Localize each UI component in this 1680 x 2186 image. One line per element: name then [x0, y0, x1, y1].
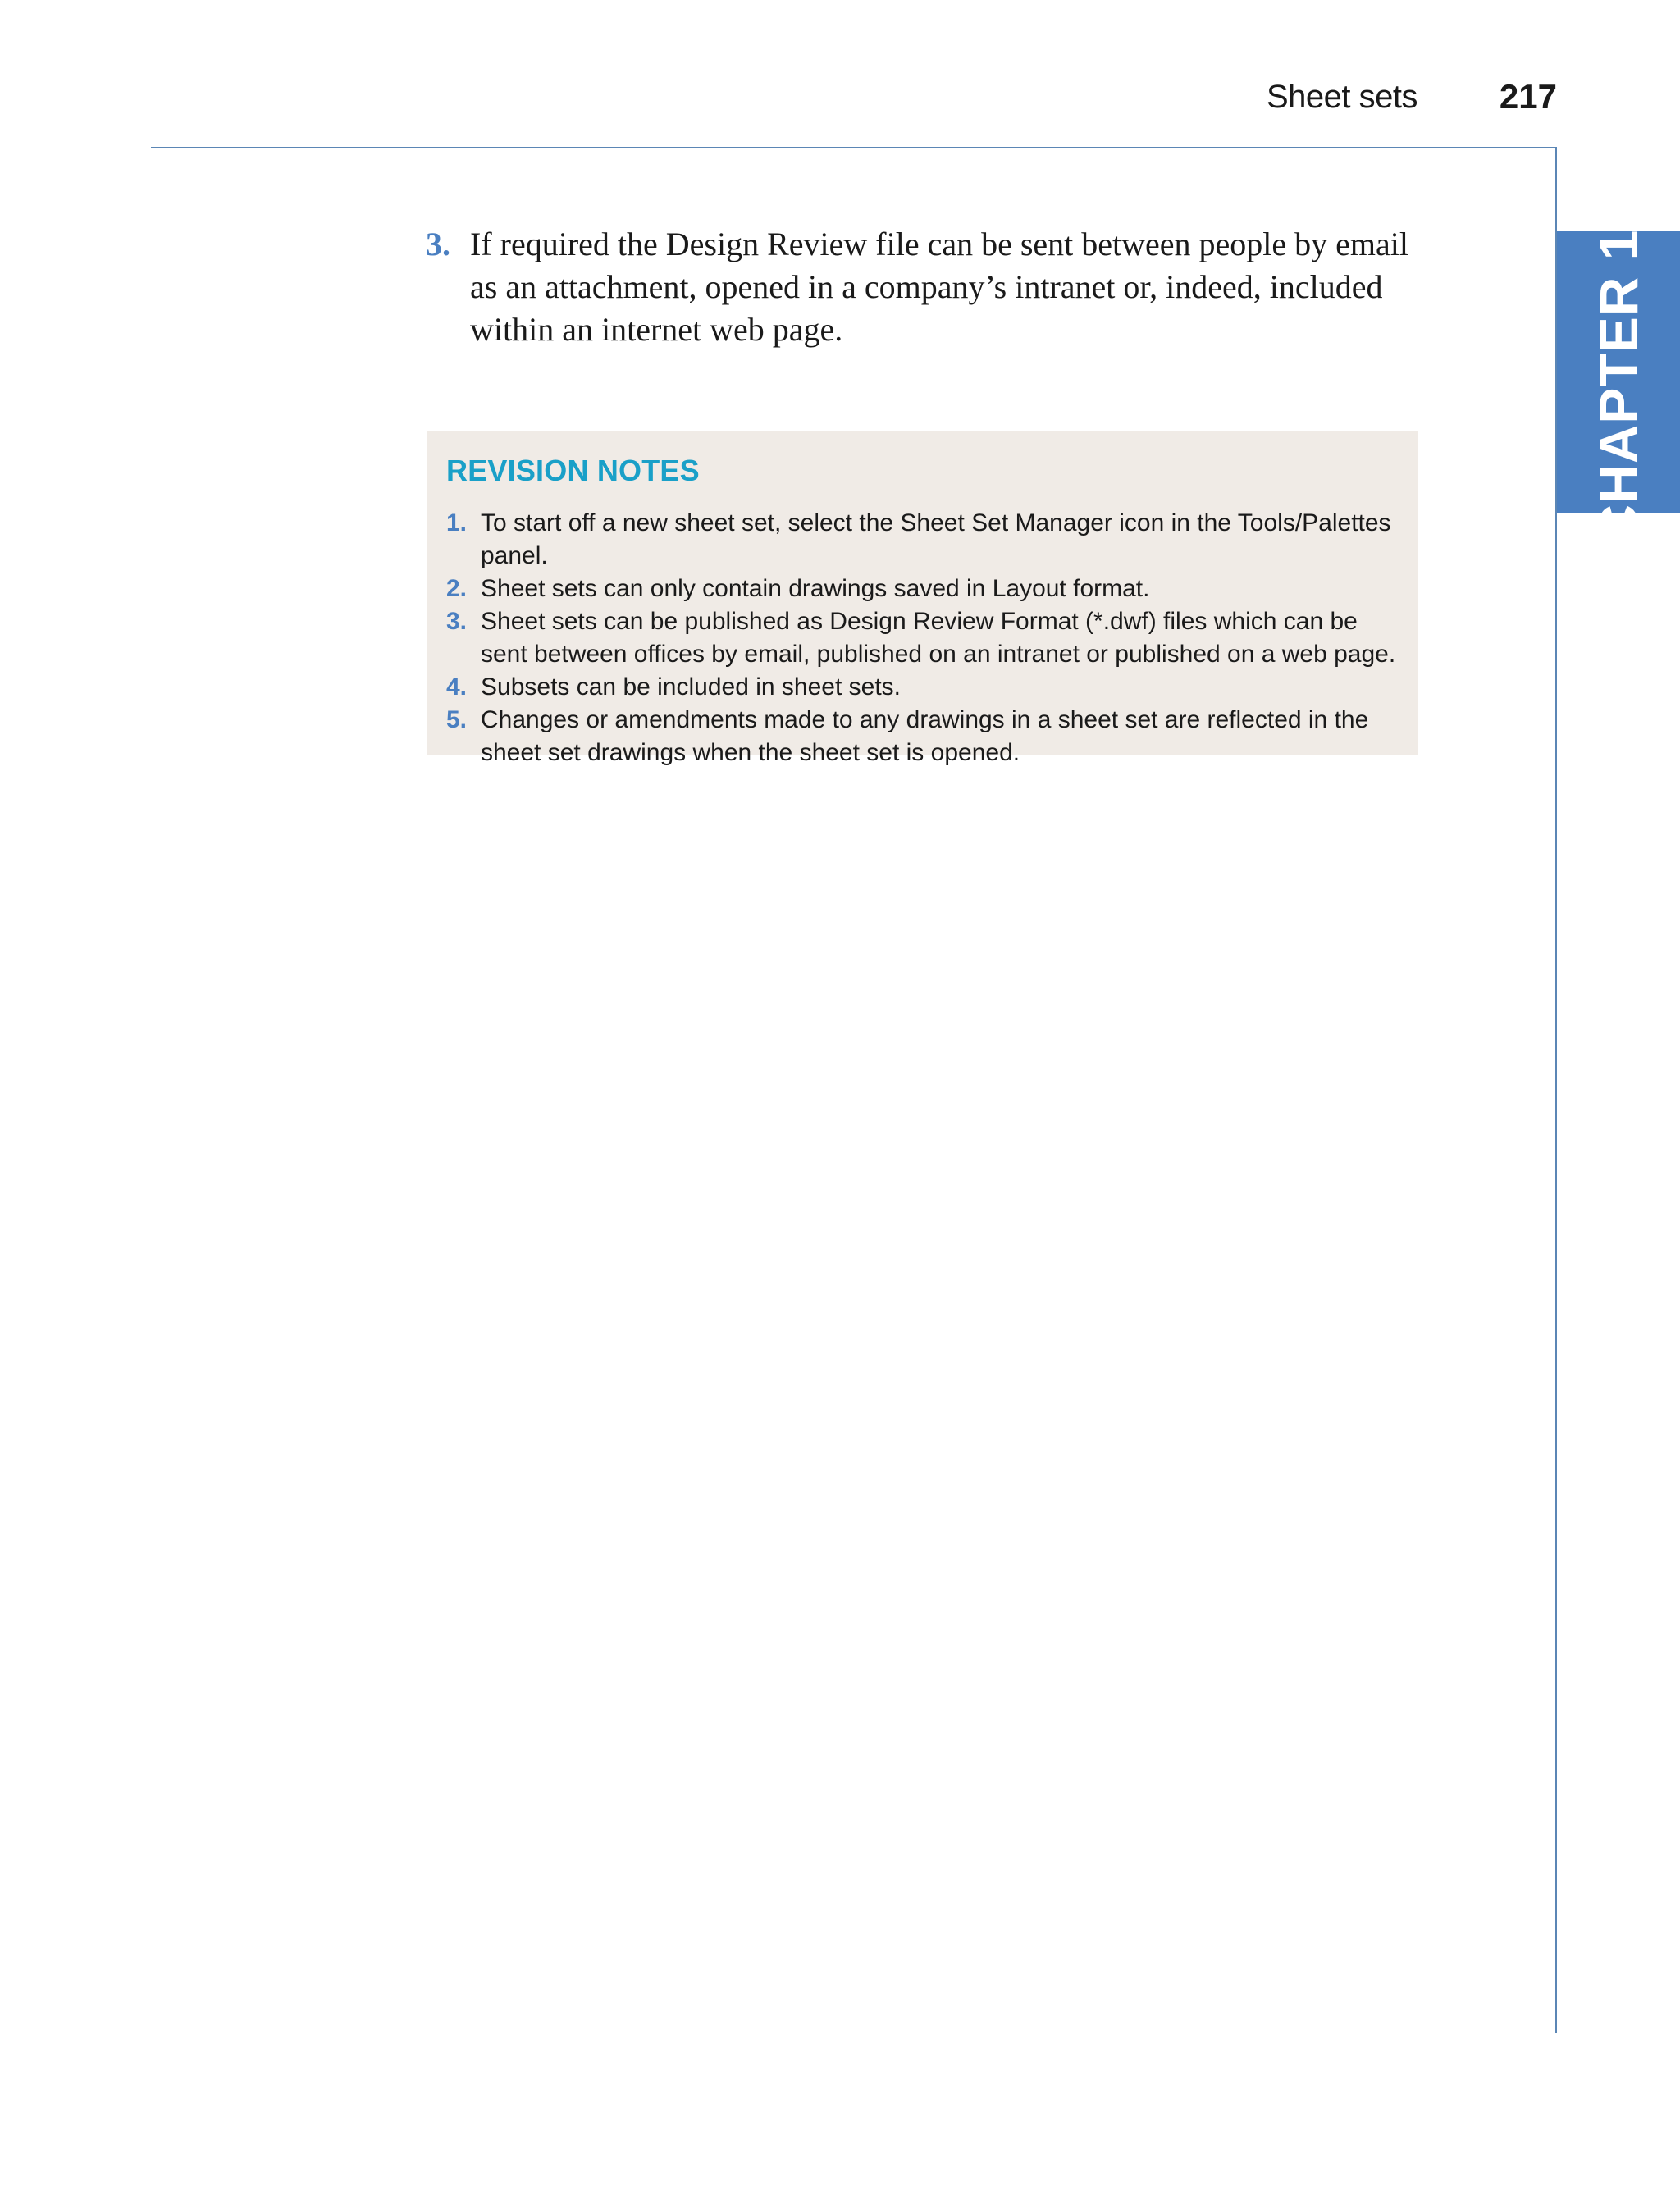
chapter-tab — [1557, 200, 1680, 544]
revision-note-number: 2. — [446, 575, 468, 602]
paragraph-number: 3. — [426, 226, 450, 262]
running-title: Sheet sets — [1266, 79, 1418, 115]
revision-note-item — [446, 573, 1399, 605]
revision-note-item — [446, 507, 1399, 573]
revision-note-text: To start off a new sheet set, select the Sheet Set Manager icon in the Tools/Palettes panel. — [481, 509, 1391, 569]
paragraph-text: If required the Design Review file can be sent between people by email as an attachment, opened in a company’s intranet or, indeed, included within an internet web page. — [470, 226, 1409, 348]
running-header — [1066, 79, 1557, 131]
revision-note-number: 5. — [446, 706, 468, 733]
header-rule — [151, 147, 1557, 148]
revision-note-number: 3. — [446, 608, 468, 635]
revision-note-text: Subsets can be included in sheet sets. — [481, 673, 901, 701]
numbered-paragraph — [426, 223, 1418, 351]
revision-note-number: 1. — [446, 509, 468, 536]
revision-note-item — [446, 671, 1399, 704]
revision-note-text: Sheet sets can only contain drawings saved in Layout format. — [481, 575, 1150, 602]
revision-notes-box — [427, 431, 1418, 766]
revision-notes-title: REVISION NOTES — [446, 454, 700, 487]
revision-note-text: Changes or amendments made to any drawings in a sheet set are reflected in the sheet set drawings when the sheet set is opened. — [481, 706, 1369, 766]
revision-note-item — [446, 704, 1399, 769]
chapter-tab-label: CHAPTER 11 — [1588, 200, 1649, 544]
revision-notes-list — [446, 507, 1399, 769]
revision-note-number: 4. — [446, 673, 468, 701]
page-number: 217 — [1499, 77, 1557, 116]
revision-note-item — [446, 605, 1399, 671]
revision-note-text: Sheet sets can be published as Design Review Format (*.dwf) files which can be sent between offices by email, published on an intranet or published on a web page. — [481, 608, 1396, 668]
